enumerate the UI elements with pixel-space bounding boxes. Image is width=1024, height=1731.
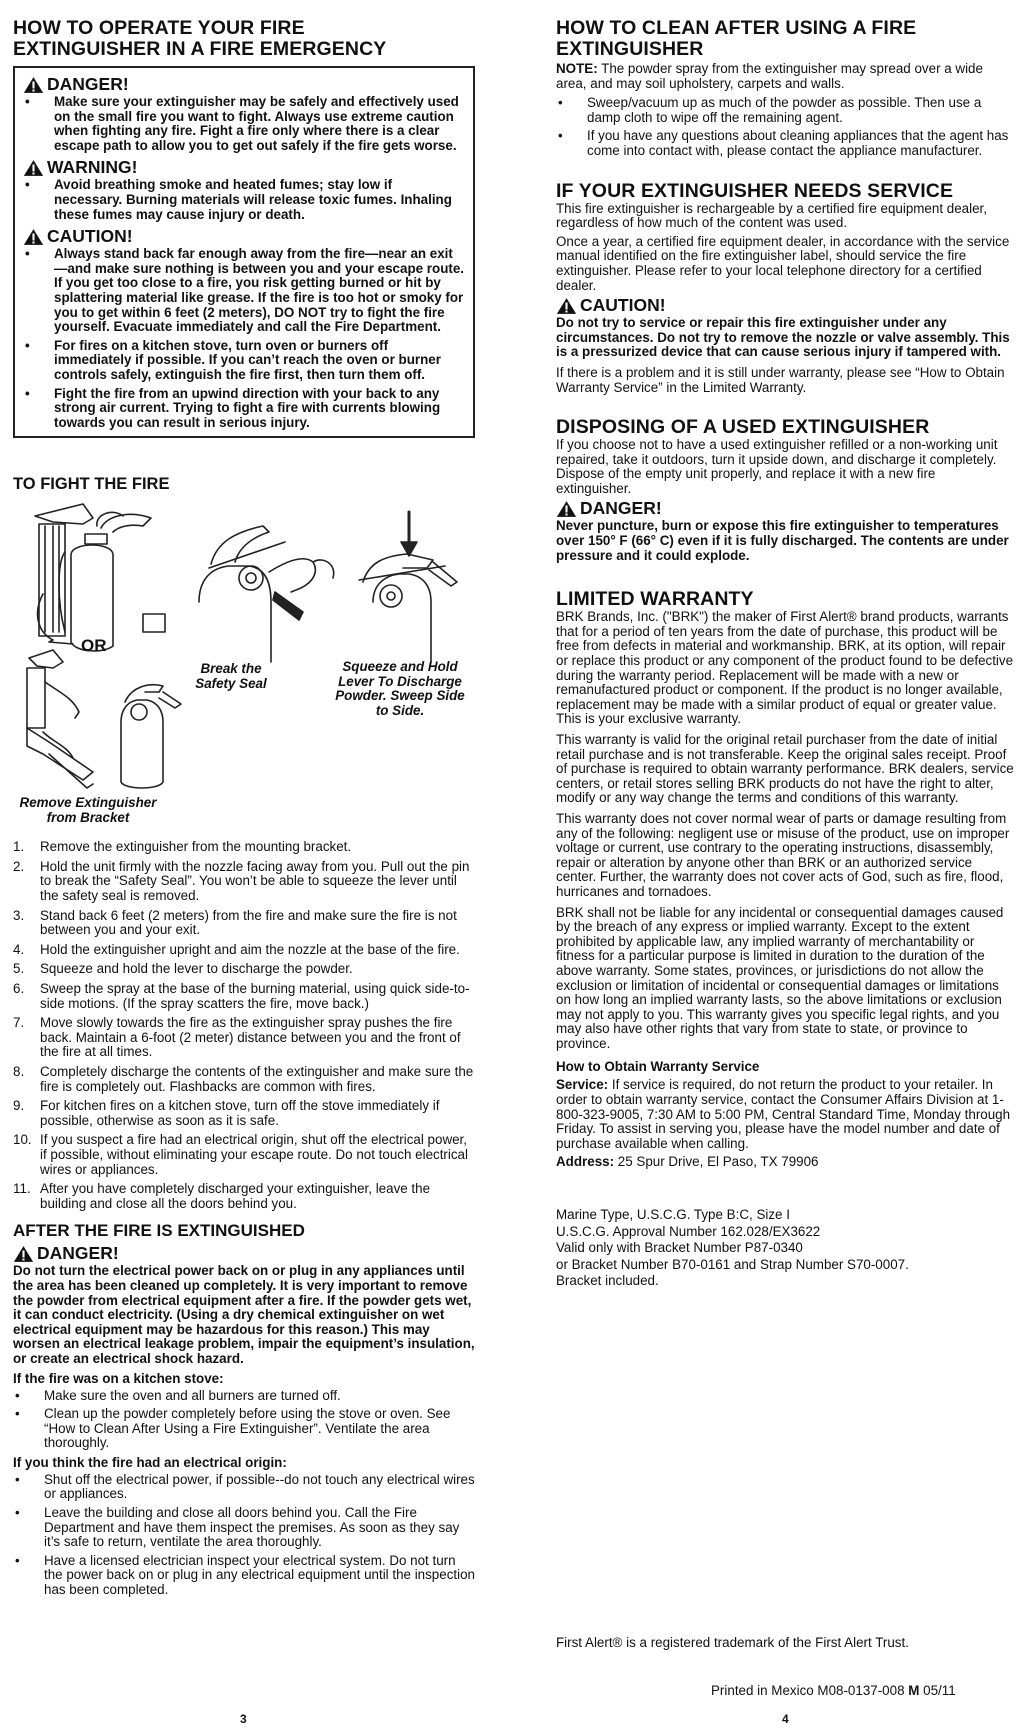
warning-triangle-icon (23, 228, 44, 246)
warning-triangle-icon (13, 1245, 34, 1263)
step-number: 6. (13, 981, 25, 997)
page-number-left: 3 (240, 1712, 247, 1726)
warning-label: WARNING! (47, 157, 138, 178)
step-number: 4. (13, 941, 25, 957)
step-number: 3. (13, 907, 25, 923)
warranty-title: LIMITED WARRANTY (556, 588, 754, 611)
warranty-paragraph-2: This warranty is valid for the original retail purchaser from the date of initial retail purchase and is not transferable. Keep the original sales receipt. Proof of purchase is required to obtain warranty performance. BRK dealers, service centers, or retail stores selling BRK products do not have the right to alter, modify or any way change the terms and conditions of this warranty. (556, 732, 1014, 806)
dispose-title: DISPOSING OF A USED EXTINGUISHER (556, 416, 930, 439)
step-text: After you have completely discharged your extinguisher, leave the building and close all the doors behind you. (40, 1181, 431, 1211)
operate-title-line-1: HOW TO OPERATE YOUR FIRE (13, 17, 305, 39)
list-item (13, 962, 475, 977)
step-number: 9. (13, 1098, 25, 1114)
list-item (13, 943, 475, 958)
dispose-paragraph: If you choose not to have a used extinguisher refilled or a non-working unit repaired, take it outdoors, turn it upside down, and discharge it completely. Dispose of the empty unit properly, and replace it with a new fire extinguisher. (556, 437, 998, 496)
list-item: • Sweep/vacuum up as much of the powder as possible. Then use a damp cloth to wipe off the remaining agent. (556, 96, 1014, 125)
operate-title-line-2: EXTINGUISHER IN A FIRE EMERGENCY (13, 38, 387, 60)
service-caution-signal (556, 295, 1014, 316)
warranty-paragraph-4: BRK shall not be liable for any incidental or consequential damages caused by the breach of any express or implied warranty. Except to the extent prohibited by applicable law, any implied warranty of merchantability or fitness for a particular purpose is limited in duration to the duration of the above warranty. Some states, provinces, or jurisdictions do not allow the exclusion or limitation of incidental or consequential damages or limitations on how long an implied warranty lasts, so the above limitations or exclusion may not apply to you. This warranty gives you specific legal rights, and you may also have other rights that vary from state to state, or province to province. (556, 904, 1004, 1051)
address-label: Address: (556, 1154, 615, 1170)
list-item (13, 1182, 475, 1211)
danger-label: DANGER! (47, 74, 129, 94)
fight-fire-steps (13, 840, 475, 1211)
step-text: If you suspect a fire had an electrical origin, shut off the electrical power, if possible, without eliminating your escape route. Do not touch electrical wires or appliances. (40, 1132, 468, 1177)
or-label: OR (81, 636, 107, 656)
warning-triangle-icon (556, 297, 577, 315)
danger-label: DANGER! (580, 498, 662, 519)
clean-title (556, 18, 1014, 60)
list-item (13, 1133, 475, 1177)
address-text: 25 Spur Drive, El Paso, TX 79906 (614, 1154, 819, 1170)
list-item (13, 1099, 475, 1128)
electrical-list (13, 1473, 475, 1598)
clean-note (556, 62, 1014, 91)
note-label: NOTE: (556, 61, 598, 76)
step-text: For kitchen fires on a kitchen stove, turn off the stove immediately if possible, otherwise as soon as it is safe. (40, 1098, 440, 1128)
marine-line: or Bracket Number B70-0161 and Strap Number S70-0007. (556, 1256, 909, 1272)
list-item: • Have a licensed electrician inspect your electrical system. Do not turn the power back on or plug in any electrical equipment until the inspection has been completed. (13, 1554, 475, 1598)
list-item (13, 982, 475, 1011)
after-fire-title: AFTER THE FIRE IS EXTINGUISHED (13, 1221, 305, 1241)
bracket-drawing (27, 650, 93, 788)
step-text: Remove the extinguisher from the mounting bracket. (40, 839, 352, 855)
caution-list (23, 247, 464, 430)
service-paragraph-1: This fire extinguisher is rechargeable by a certified fire equipment dealer, regardless of how much of the content was used. (556, 200, 987, 231)
list-item: • Always stand back far enough away from the fire—near an exit—and make sure nothing is between you and your escape route. If you get too close to a fire, you risk getting burned or hit by splattering material like grease. If the fire is too hot or smoky for you to get within 6 feet (2 meters), DO NOT try to fight the fire yourself. Evacuate immediately and call the Fire Department. (23, 247, 464, 335)
caption-squeeze-lever: Squeeze and Hold Lever To Discharge Powder. Sweep Side to Side. (335, 659, 465, 719)
fight-fire-title: TO FIGHT THE FIRE (13, 475, 170, 494)
extinguisher-illustrations (13, 502, 475, 830)
marine-info (556, 1208, 1014, 1289)
danger-label: DANGER! (37, 1243, 119, 1264)
list-item (13, 860, 475, 904)
step-text: Move slowly towards the fire as the extinguisher spray pushes the fire back. Maintain a 6-foot (2 meter) distance between you and the front of the fire at all times. (40, 1015, 461, 1060)
step-number: 8. (13, 1064, 25, 1079)
right-column (556, 18, 1014, 1289)
list-item: • If you have any questions about cleaning appliances that the agent has come into contact with, please contact the appliance manufacturer. (556, 129, 1014, 158)
caution-label: CAUTION! (47, 226, 133, 247)
list-item: • Leave the building and close all doors behind you. Call the Fire Department and have them inspect the premises. As soon as they say it’s safe to return, ventilate the area thoroughly. (13, 1506, 475, 1550)
step-text: Sweep the spray at the base of the burning material, using quick side-to-side motions. (If the spray scatters the fire, move back.) (40, 981, 470, 1011)
marine-line: U.S.C.G. Approval Number 162.028/EX3622 (556, 1223, 821, 1239)
list-item: • Fight the fire from an upwind direction with your back to any strong air current. Trying to fight a fire with currents blowing towards you can result in serious injury. (23, 387, 464, 431)
list-item (13, 1016, 475, 1060)
wall-mounted-extinguisher-drawing (35, 504, 165, 651)
step-text: Stand back 6 feet (2 meters) from the fire and make sure the fire is not between you and your exit. (40, 907, 457, 938)
warranty-service-text (556, 1078, 1014, 1151)
small-extinguisher-drawing (121, 685, 181, 788)
service-caution-text: Do not try to service or repair this fire extinguisher under any circumstances. Do not try to remove the nozzle or valve assembly. This is a pressurized device that can cause serious injury if tampered with. (556, 315, 1010, 360)
caution-signal (23, 226, 464, 247)
warranty-paragraph-3: This warranty does not cover normal wear of parts or damage resulting from any of the following: negligent use or misuse of the product, use on improper voltage or current, use contrary to the operating instructions, disassembly, repair or alteration by anyone other than BRK or an authorized service center. Further, the warranty does not cover acts of God, such as fire, flood, hurricanes and tornadoes. (556, 810, 1010, 899)
warning-list (23, 178, 464, 222)
service-paragraph-2: Once a year, a certified fire equipment dealer, in accordance with the service manual identified on the fire extinguisher label, should service the fire extinguisher. Please refer to your local telephone directory for a certified dealer. (556, 233, 1010, 293)
obtain-warranty-heading: How to Obtain Warranty Service (556, 1059, 760, 1075)
printed-text: Printed in Mexico M08-0137-008 (711, 1683, 909, 1698)
safety-warnings-box (13, 66, 475, 438)
service-title: IF YOUR EXTINGUISHER NEEDS SERVICE (556, 179, 954, 202)
warning-triangle-icon (23, 76, 44, 94)
caution-label: CAUTION! (580, 295, 666, 316)
step-number: 5. (13, 961, 25, 977)
step-number: 7. (13, 1015, 25, 1031)
step-number: 1. (13, 839, 25, 855)
dispose-danger-signal (556, 498, 1014, 519)
danger-list (23, 95, 464, 153)
clean-title-line-1: HOW TO CLEAN AFTER USING A FIRE (556, 17, 917, 39)
kitchen-heading: If the fire was on a kitchen stove: (13, 1370, 224, 1386)
list-item: • Shut off the electrical power, if possible--do not touch any electrical wires or appliances. (13, 1473, 475, 1502)
marine-line: Valid only with Bracket Number P87-0340 (556, 1240, 803, 1256)
caption-break-seal: Break the Safety Seal (195, 661, 267, 691)
page-number-right: 4 (782, 1712, 789, 1726)
service-label: Service: (556, 1077, 609, 1093)
list-item (13, 909, 475, 938)
step-text: Hold the extinguisher upright and aim the nozzle at the base of the fire. (40, 941, 460, 957)
printed-date: 05/11 (919, 1683, 956, 1698)
warranty-paragraph-1: BRK Brands, Inc. ("BRK") the maker of First Alert® brand products, warrants that for a period of ten years from the date of purchase, this product will be free from defects in material and workmanship. BRK, at its option, will repair or replace this product or any component of the product found to be defective during the warranty period. Replacement will be made with a new or remanufactured product or component. If the product is no longer available, replacement may be made with a similar product of equal or greater value. This is your exclusive warranty. (556, 609, 1014, 727)
printed-info (711, 1684, 956, 1699)
clean-list (556, 96, 1014, 158)
printed-m: M (908, 1683, 920, 1698)
list-item: • Make sure the oven and all burners are turned off. (13, 1389, 475, 1404)
operate-title (13, 18, 475, 60)
kitchen-list (13, 1389, 475, 1451)
step-number: 10. (13, 1132, 32, 1148)
dispose-danger-text: Never puncture, burn or expose this fire extinguisher to temperatures over 150° F (66° C) even if it is fully discharged. The contents are under pressure and it could explode. (556, 518, 1009, 563)
list-item: • For fires on a kitchen stove, turn oven or burners off immediately if possible. If you can’t reach the oven or burner controls safely, extinguish the fire first, then turn them off. (23, 339, 464, 383)
warning-signal (23, 157, 464, 178)
service-paragraph-3: If there is a problem and it is still under warranty, please see “How to Obtain Warranty Service” in the Limited Warranty. (556, 364, 1005, 395)
list-item (13, 1065, 475, 1094)
warranty-address (556, 1155, 1014, 1170)
list-item: • Clean up the powder completely before using the stove or oven. See “How to Clean After Using a Fire Extinguisher”. Ventilate the area thoroughly. (13, 1407, 475, 1451)
squeeze-lever-drawing (359, 512, 457, 662)
step-text: Completely discharge the contents of the extinguisher and make sure the fire is completely out. Flashbacks are common with fires. (40, 1064, 474, 1094)
left-column (13, 18, 475, 1602)
step-number: 2. (13, 858, 25, 874)
step-text: Squeeze and hold the lever to discharge the powder. (40, 961, 353, 977)
step-text: Hold the unit firmly with the nozzle facing away from you. Pull out the pin to break the “Safety Seal”. You won’t be able to squeeze the lever until the safety seal is removed. (40, 858, 470, 904)
marine-line: Marine Type, U.S.C.G. Type B:C, Size I (556, 1207, 790, 1223)
clean-title-line-2: EXTINGUISHER (556, 38, 704, 60)
list-item (13, 840, 475, 855)
warning-triangle-icon (556, 500, 577, 518)
note-text: The powder spray from the extinguisher may spread over a wide area, and may soil upholstery, carpets and walls. (556, 61, 983, 91)
after-danger-text: Do not turn the electrical power back on or plug in any appliances until the area has been cleaned up completely. It is very important to remove the powder from electrical equipment after a fire. If the powder gets wet, it can conduct electricity. (Using a dry chemical extinguisher on wet electrical equipment may be hazardous for this reason.) This may worsen an electrical leakage problem, impair the equipment’s insulation, or create an electrical shock hazard. (13, 1263, 475, 1366)
break-safety-seal-drawing (199, 526, 334, 662)
list-item: • Avoid breathing smoke and heated fumes; stay low if necessary. Burning materials will release toxic fumes. Inhaling these fumes may cause injury or death. (23, 178, 464, 222)
step-number: 11. (13, 1181, 31, 1197)
service-text: If service is required, do not return the product to your retailer. In order to obtain warranty service, contact the Consumer Affairs Division at 1-800-323-9005, 7:30 AM to 5:00 PM, Central Standard Time, Monday through Friday. To assist in serving you, please have the model number and date of purchase available when calling. (556, 1077, 1011, 1151)
list-item: • Make sure your extinguisher may be safely and effectively used on the small fire you want to fight. Always use extreme caution when fighting any fire. Fight a fire only where there is a clear escape path to allow you to get out safely if the fire gets worse. (23, 95, 464, 153)
after-danger-signal (13, 1243, 475, 1264)
electrical-heading: If you think the fire had an electrical origin: (13, 1454, 287, 1470)
warning-triangle-icon (23, 159, 44, 177)
caption-remove-bracket: Remove Extinguisher from Bracket (19, 795, 157, 825)
trademark-note: First Alert® is a registered trademark of the First Alert Trust. (556, 1635, 909, 1650)
marine-line: Bracket included. (556, 1273, 659, 1289)
danger-signal (23, 74, 464, 95)
